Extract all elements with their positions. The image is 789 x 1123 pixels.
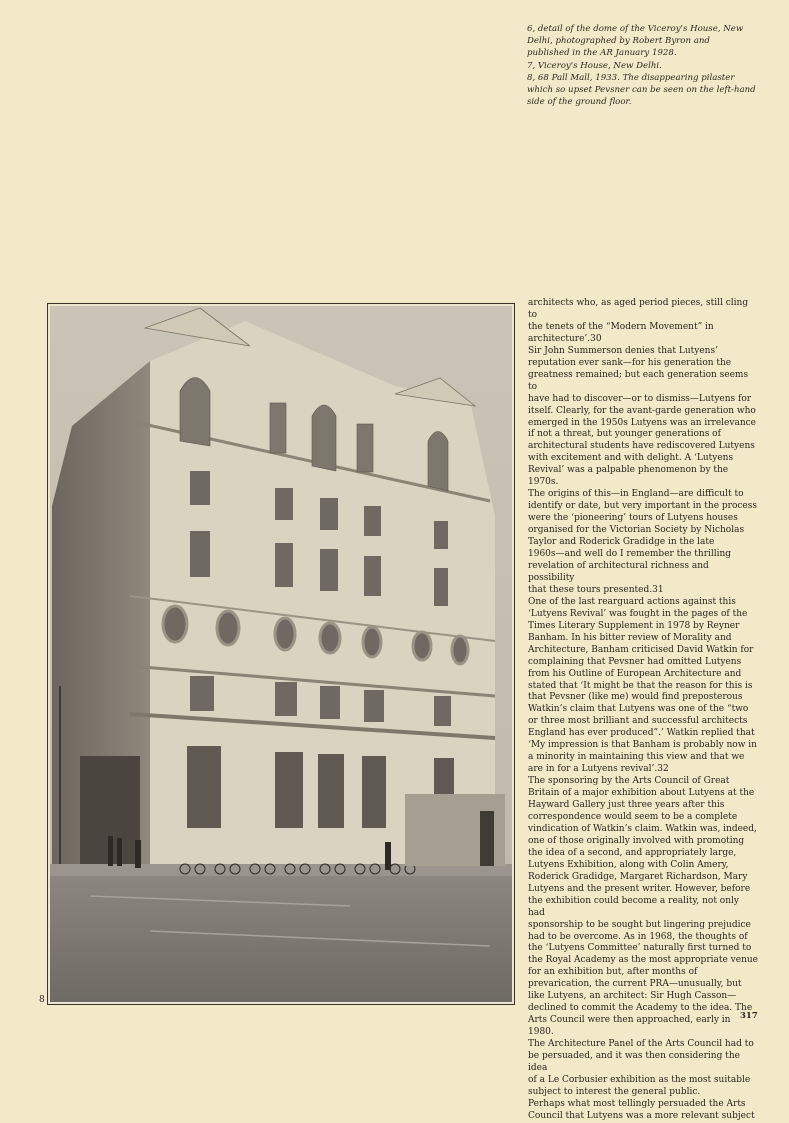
text-line: for an exhibition but, after months of	[528, 967, 698, 978]
text-line: sponsorship to be sought but lingering prejudice	[528, 919, 751, 930]
page-number: 317	[740, 1011, 758, 1021]
text-line: emerged in the 1950s Lutyens was an irrelevance	[528, 417, 756, 428]
text-line: architectural students have rediscovered Lutyens	[528, 441, 755, 452]
text-line: The sponsoring by the Arts Council of Great	[528, 776, 730, 787]
text-line: of a Le Corbusier exhibition as the most suitable	[528, 1074, 751, 1085]
text-line: Taylor and Roderick Gradidge in the late	[528, 537, 715, 548]
text-line: One of the last rearguard actions against this	[528, 596, 736, 607]
text-line: with excitement and with delight. A ‘Lutyens	[528, 453, 734, 464]
text-line: England has ever produced”.’ Watkin replied that	[528, 728, 755, 739]
text-line: Roderick Gradidge, Margaret Richardson, Mary	[528, 871, 748, 882]
paragraph	[528, 597, 758, 776]
paragraph	[528, 776, 758, 1099]
text-line: the idea of a second, and appropriately large,	[528, 847, 737, 858]
text-line: Arts Council were then approached, early in 1980.	[528, 1015, 731, 1038]
caption-line: 6, detail of the dome of the Viceroy's House, New	[527, 24, 744, 34]
text-line: stated that ‘It might be that the reason for this is	[528, 680, 753, 691]
caption-line: 8, 68 Pall Mall, 1933. The disappearing pilaster	[527, 72, 735, 83]
text-line: correspondence would seem to be a complete	[528, 811, 738, 822]
text-line: Watkin’s claim that Lutyens was one of the “two	[528, 704, 749, 715]
text-line: Revival’ was a palpable phenomenon by the 1970s.	[528, 465, 729, 488]
text-line: Sir John Summerson denies that Lutyens’	[528, 345, 718, 356]
text-line: the Royal Academy as the most appropriate venue	[528, 955, 759, 966]
text-line: complaining that Pevsner had omitted Lutyens	[528, 656, 742, 667]
text-line: be persuaded, and it was then considering the idea	[528, 1051, 740, 1073]
text-line: had to be overcome. As in 1968, the thoughts of	[528, 931, 748, 942]
text-line: architects who, as aged period pieces, still cling to	[528, 298, 749, 320]
caption-line: 7, Viceroy's House, New Delhi.	[527, 60, 662, 71]
text-line: one of those originally involved with promoting	[528, 835, 745, 846]
text-line: a minority in maintaining this view and that we	[528, 752, 745, 763]
text-line: Lutyens and the present writer. However, before	[528, 883, 751, 894]
paragraph	[528, 298, 758, 346]
text-line: are in for a Lutyens revival’.32	[528, 764, 669, 775]
text-line: revelation of architectural richness and possibility	[528, 560, 709, 583]
text-line: Britain of a major exhibition about Lutyens at the	[528, 788, 755, 799]
text-line: were the ‘pioneering’ tours of Lutyens houses	[528, 513, 738, 524]
article-body	[528, 298, 758, 1123]
text-line: itself. Clearly, for the avant-garde generation who	[528, 405, 756, 416]
text-line: Banham. In his bitter review of Morality and	[528, 632, 732, 643]
text-line: the tenets of the “Modern Movement” in	[528, 321, 714, 332]
text-line: Times Literary Supplement in 1978 by Reyner	[528, 620, 740, 631]
text-line: if not a threat, but younger generations of	[528, 429, 721, 440]
text-line: Architecture, Banham criticised David Watkin for	[528, 644, 754, 655]
text-line: The origins of this—in England—are difficult to	[528, 489, 744, 500]
text-line: from his Outline of European Architecture and	[528, 668, 742, 679]
paragraph	[528, 346, 758, 597]
text-line: architecture’.30	[528, 333, 602, 344]
text-line: Lutyens Exhibition, along with Colin Amery,	[528, 859, 729, 870]
caption-7	[527, 60, 777, 72]
text-line: organised for the Victorian Society by Nicholas	[528, 525, 745, 536]
caption-line: side of the ground floor.	[527, 97, 632, 108]
text-line: Council that Lutyens was a more relevant subject	[528, 1110, 755, 1121]
text-line: the ‘Lutyens Committee’ naturally first turned to	[528, 943, 752, 954]
text-line: that Pevsner (like me) would find preposterous	[528, 692, 743, 703]
text-line: identify or date, but very important in the process	[528, 501, 757, 512]
pall-mall-building-image	[50, 306, 512, 1002]
building-photograph	[47, 303, 515, 1005]
text-line: subject to interest the general public.	[528, 1086, 701, 1097]
caption-8	[527, 72, 777, 109]
text-line: prevarication, the current PRA—unusually, but	[528, 979, 742, 990]
caption-line: Delhi, photographed by Robert Byron and	[527, 36, 710, 47]
figure-number: 8	[39, 995, 45, 1005]
paragraph	[528, 1099, 758, 1123]
text-line: ‘My impression is that Banham is probably now in	[528, 740, 757, 751]
text-line: The Architecture Panel of the Arts Council had to	[528, 1039, 754, 1050]
text-line: have had to discover—or to dismiss—Lutyens for	[528, 393, 752, 404]
text-line: the exhibition could become a reality, not only had	[528, 895, 739, 918]
text-line: declined to commit the Academy to the idea. The	[528, 1003, 753, 1014]
text-line: vindication of Watkin’s claim. Watkin was, indeed,	[528, 823, 757, 834]
text-line: 1960s—and well do I remember the thrilling	[528, 549, 732, 560]
caption-6	[527, 23, 777, 60]
text-line: like Lutyens, an architect: Sir Hugh Casson—	[528, 991, 737, 1002]
text-line: reputation ever sank—for his generation the	[528, 357, 732, 368]
text-line: or three most brilliant and successful architects	[528, 716, 748, 727]
caption-line: published in the AR January 1928.	[527, 48, 677, 59]
text-line: that these tours presented.31	[528, 584, 664, 595]
text-line: ‘Lutyens Revival’ was fought in the pages of the	[528, 608, 748, 619]
figure-captions	[527, 23, 777, 108]
text-line: greatness remained; but each generation seems to	[528, 369, 749, 392]
caption-line: which so upset Pevsner can be seen on the left-hand	[527, 85, 756, 96]
text-line: Hayward Gallery just three years after this	[528, 800, 725, 811]
text-line: Perhaps what most tellingly persuaded the Arts	[528, 1098, 746, 1109]
